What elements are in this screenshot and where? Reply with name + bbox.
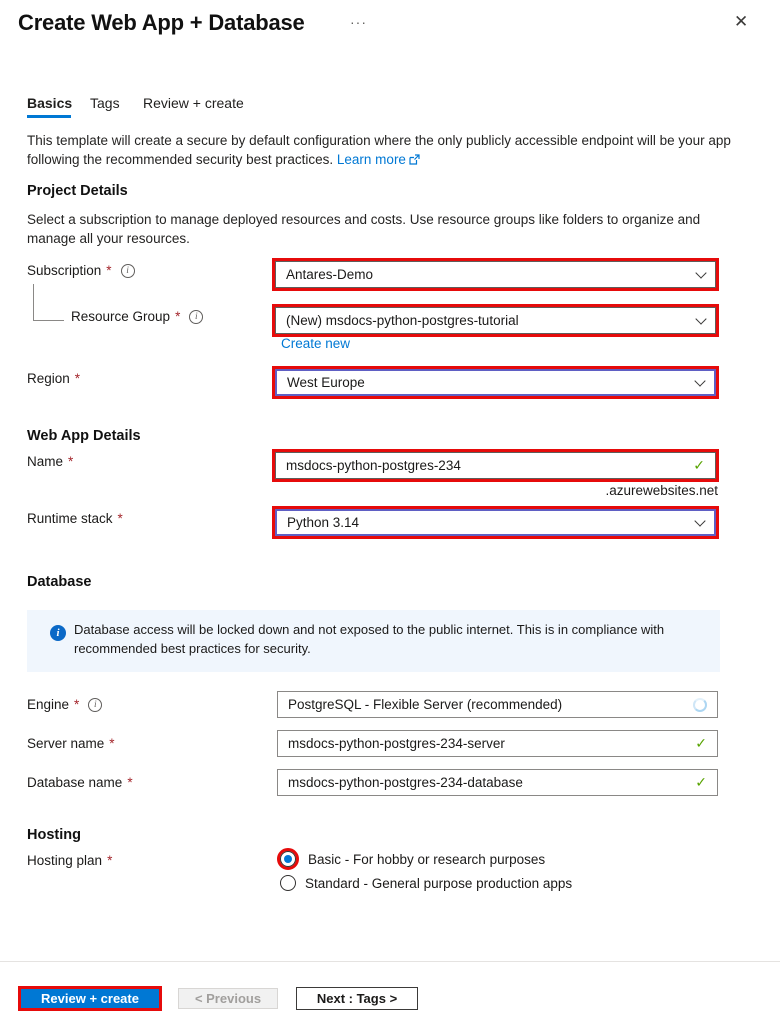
page-title: Create Web App + Database	[18, 10, 305, 35]
required-marker: *	[109, 736, 115, 751]
database-name-label-text: Database name	[27, 775, 123, 790]
runtime-stack-label	[27, 511, 123, 526]
resource-group-annotation-box	[272, 304, 719, 337]
web-app-details-heading: Web App Details	[27, 428, 141, 444]
external-link-icon	[409, 151, 420, 170]
standard-option-label: Standard - General purpose production apps	[305, 875, 573, 891]
hosting-plan-label	[27, 853, 112, 868]
server-name-label	[27, 736, 115, 751]
required-marker: *	[68, 454, 74, 469]
required-marker: *	[107, 853, 113, 868]
info-banner-text: Database access will be locked down and not exposed to the public internet. This is in compliance with recommended best practices for security.	[74, 622, 665, 656]
valid-check-icon: ✓	[693, 457, 705, 473]
valid-check-icon: ✓	[695, 774, 707, 790]
resource-group-value: (New) msdocs-python-postgres-tutorial	[286, 313, 519, 328]
database-heading: Database	[27, 574, 92, 590]
standard-radio-button[interactable]	[280, 875, 296, 891]
tab-tags[interactable]: Tags	[90, 95, 120, 111]
hosting-option-basic[interactable]	[277, 848, 545, 870]
more-options-icon[interactable]: ···	[350, 14, 367, 30]
runtime-stack-label-text: Runtime stack	[27, 511, 113, 526]
required-marker: *	[175, 309, 181, 324]
region-value: West Europe	[287, 375, 365, 390]
subscription-annotation-box	[272, 258, 719, 291]
region-dropdown[interactable]	[275, 369, 716, 396]
engine-value: PostgreSQL - Flexible Server (recommended)	[288, 697, 563, 712]
basic-radio-annotation	[277, 848, 299, 870]
resource-group-label-text: Resource Group	[71, 309, 171, 324]
info-icon[interactable]: i	[88, 698, 102, 712]
chevron-down-icon	[695, 267, 706, 278]
info-icon[interactable]: i	[121, 264, 135, 278]
region-label-text: Region	[27, 371, 70, 386]
server-name-label-text: Server name	[27, 736, 105, 751]
basic-option-label: Basic - For hobby or research purposes	[308, 851, 546, 867]
region-label	[27, 371, 80, 386]
name-value: msdocs-python-postgres-234	[286, 458, 461, 473]
resource-group-label	[71, 309, 203, 324]
chevron-down-icon	[694, 515, 705, 526]
runtime-annotation-box	[272, 506, 719, 539]
review-create-annotation-box	[18, 986, 162, 1011]
required-marker: *	[117, 511, 123, 526]
intro-text	[27, 131, 741, 170]
required-marker: *	[106, 263, 112, 278]
runtime-stack-dropdown[interactable]	[275, 509, 716, 536]
resource-group-dropdown[interactable]	[275, 307, 716, 334]
region-annotation-box	[272, 366, 719, 399]
subscription-dropdown[interactable]	[275, 261, 716, 288]
next-tags-button[interactable]: Next : Tags >	[296, 987, 418, 1010]
runtime-stack-value: Python 3.14	[287, 515, 360, 530]
name-input[interactable]	[275, 452, 716, 479]
required-marker: *	[74, 371, 81, 386]
info-banner	[27, 610, 720, 672]
chevron-down-icon	[695, 313, 706, 324]
tab-basics[interactable]: Basics	[27, 95, 73, 111]
review-create-button[interactable]: Review + create	[21, 989, 159, 1008]
loading-spinner-icon	[693, 698, 707, 712]
engine-field[interactable]	[277, 691, 718, 718]
hosting-plan-label-text: Hosting plan	[27, 853, 103, 868]
name-label	[27, 454, 73, 469]
domain-suffix: .azurewebsites.net	[605, 483, 718, 498]
name-annotation-box	[272, 449, 719, 482]
hosting-option-standard[interactable]	[280, 875, 572, 891]
footer-divider	[0, 961, 780, 962]
database-name-value: msdocs-python-postgres-234-database	[288, 775, 523, 790]
learn-more-link[interactable]: Learn more	[336, 152, 406, 167]
required-marker: *	[127, 775, 133, 790]
basic-radio-button[interactable]	[280, 851, 296, 867]
info-banner-icon: i	[50, 625, 66, 641]
chevron-down-icon	[694, 375, 705, 386]
name-label-text: Name	[27, 454, 64, 469]
radio-selected-dot	[284, 855, 292, 863]
subscription-label	[27, 263, 135, 278]
subscription-value: Antares-Demo	[286, 267, 374, 282]
resource-group-connector	[33, 284, 64, 321]
intro-text-body: This template will create a secure by default configuration where the only publicly accessible endpoint will be your app following the recommended security best practices.	[27, 133, 731, 167]
subscription-label-text: Subscription	[27, 263, 102, 278]
engine-label	[27, 697, 102, 712]
required-marker: *	[74, 697, 80, 712]
project-details-heading: Project Details	[27, 183, 128, 199]
database-name-label	[27, 775, 133, 790]
database-name-input[interactable]	[277, 769, 718, 796]
create-new-link[interactable]: Create new	[281, 336, 351, 351]
server-name-value: msdocs-python-postgres-234-server	[288, 736, 505, 751]
info-icon[interactable]: i	[189, 310, 203, 324]
close-icon[interactable]: ✕	[734, 12, 749, 31]
project-details-description: Select a subscription to manage deployed resources and costs. Use resource groups like folders to organize and manage all your resources.	[27, 212, 701, 246]
tab-review-create[interactable]: Review + create	[143, 95, 244, 111]
previous-button: < Previous	[178, 988, 278, 1009]
hosting-heading: Hosting	[27, 827, 81, 843]
server-name-input[interactable]	[277, 730, 718, 757]
active-tab-underline	[27, 115, 71, 118]
engine-label-text: Engine	[27, 697, 70, 712]
valid-check-icon: ✓	[695, 735, 707, 751]
